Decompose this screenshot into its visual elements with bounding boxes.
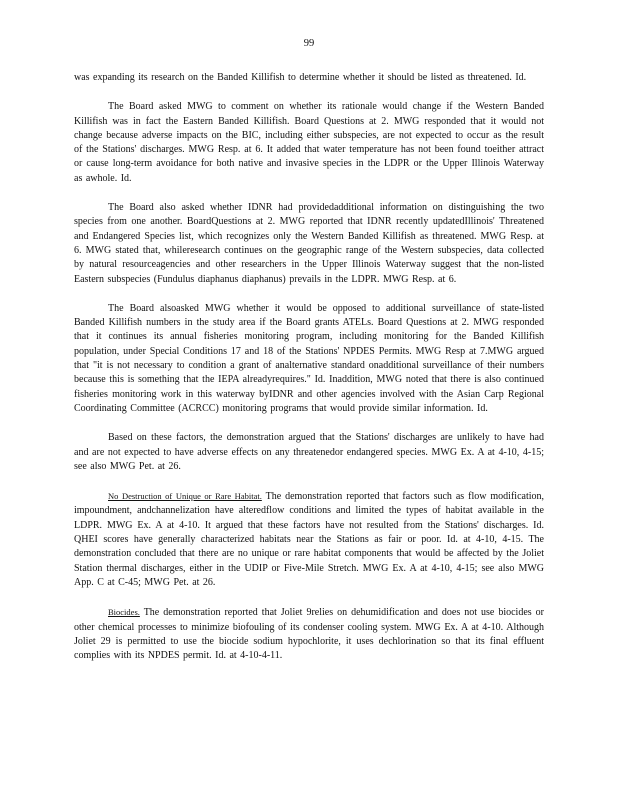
paragraph-habitat <box>74 489 544 590</box>
paragraph-gap <box>74 186 544 201</box>
section-heading-biocides: Biocides. <box>108 607 140 618</box>
paragraph-surveillance <box>74 302 544 416</box>
paragraph-western-vs-eastern <box>74 100 544 186</box>
paragraph-text: The demonstration reported that factors such as flow modification, impoundment, andchannelization have alteredflow conditions and limited the types of habitat available in the LDPR. MWG Ex. A at 4-10. It argued that these factors have not resulted from the Stations' discharges. Id. QHEI scores have generally characterized habitats near the Stations as fair or poor. Id. at 4-10, 4-15. The demonstration concluded that there are no unique or rare habitat components that would be affected by the Joliet Station thermal discharges, either in the UDIP or Five-Mile Stretch. MWG Ex. A at 4-10, 4-15; see also MWG App. C at C-45; MWG Pet. at 26. <box>74 491 544 588</box>
paragraph-continuation <box>74 71 544 85</box>
page-number: 99 <box>303 38 315 49</box>
paragraph-text: Based on these factors, the demonstration argued that the Stations' discharges are unlikely to have had and are not expected to have adverse effects on any threatenedor endangered species. MWG Ex. A at 4-10, 4-15; see also MWG Pet. at 26. <box>74 432 544 472</box>
paragraph-conclusion <box>74 431 544 474</box>
document-body <box>74 71 544 663</box>
paragraph-gap <box>74 416 544 431</box>
paragraph-gap <box>74 590 544 605</box>
paragraph-text: The Board alsoasked MWG whether it would be opposed to additional surveillance of state-listed Banded Killifish numbers in the study area if the Board grants ATELs. Board Questions at 2. MWG responded that it continues its annual fisheries monitoring program, including monitoring for the Banded Killifish population, under Special Conditions 17 and 18 of the Stations' NPDES Permits. MWG Resp at 7.MWG argued that "it is not necessary to condition a grant of analternative standard onadditional surveillance of their numbers because this is something that the IEPA alreadyrequires." Id. Inaddition, MWG noted that there is also continued fisheries monitoring work in this waterway byIDNR and other agencies involved with the Asian Carp Regional Coordinating Committee (ACRCC) monitoring programs that would provide similar information. Id. <box>74 302 544 414</box>
paragraph-gap <box>74 474 544 489</box>
paragraph-gap <box>74 287 544 302</box>
paragraph-idnr-info <box>74 201 544 287</box>
paragraph-text: was expanding its research on the Banded Killifish to determine whether it should be listed as threatened. Id. <box>74 72 527 83</box>
paragraph-biocides <box>74 605 544 663</box>
paragraph-text: The demonstration reported that Joliet 9relies on dehumidification and does not use biocides or other chemical processes to minimize biofouling of its condenser cooling system. MWG Ex. A at 4-10. Although Joliet 29 is permitted to use the biocide sodium hypochlorite, it uses dechlorination so that its final effluent complies with its NPDES permit. Id. at 4-10-4-11. <box>74 607 544 662</box>
paragraph-gap <box>74 85 544 100</box>
paragraph-text: The Board also asked whether IDNR had providedadditional information on distinguishing the two species from one another. BoardQuestions at 2. MWG reported that IDNR recently updatedIllinois' Threatened and Endangered Species list, which recognizes only the Western Banded Killifish as threatened. MWG Resp. at 6. MWG stated that, whileresearch continues on the geographic range of the Western subspecies, data collected by natural resourceagencies and other researchers in the Upper Illinois Waterway suggest that the non-listed Eastern subspecies (Fundulus diaphanus diaphanus) prevails in the LDPR. MWG Resp. at 6. <box>74 202 544 285</box>
paragraph-text: The Board asked MWG to comment on whether its rationale would change if the Western Banded Killifish was in fact the Eastern Banded Killifish. Board Questions at 2. MWG responded that it would not change because adverse impacts on the BIC, including either subspecies, are not expected to occur as the result of the Stations' discharges. MWG Resp. at 6. It added that water temperature has not been found toeither attract or cause long-term avoidance for both native and invasive species in the LDPR or the Upper Illinois Waterway as awhole. Id. <box>74 101 544 184</box>
section-heading-habitat: No Destruction of Unique or Rare Habitat. <box>108 491 262 502</box>
